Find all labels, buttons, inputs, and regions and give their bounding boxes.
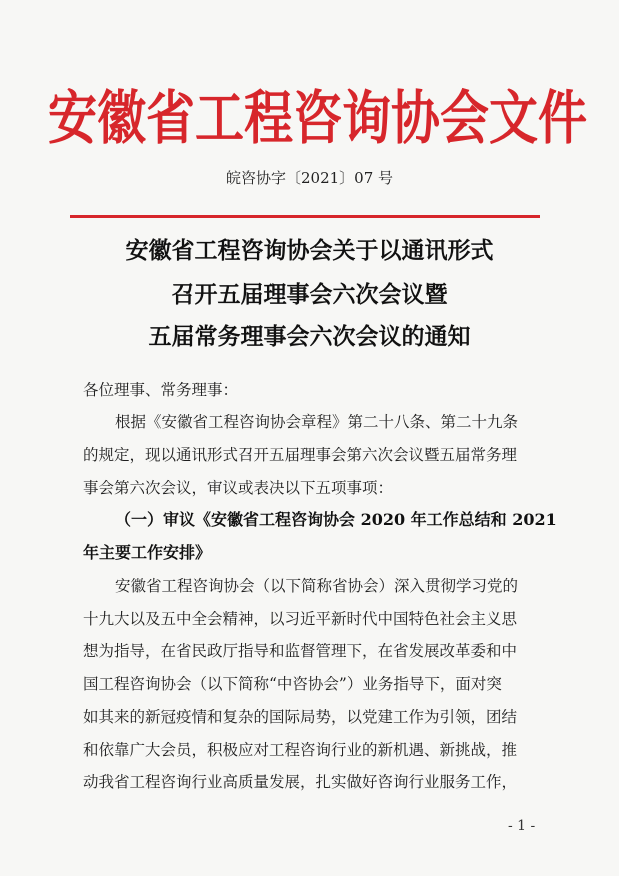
notice-title-line-1: 安徽省工程咨询协会关于以通讯形式 xyxy=(125,238,494,264)
paragraph-2-line-2: 十九大以及五中全会精神，以习近平新时代中国特色社会主义思 xyxy=(83,610,518,628)
paragraph-1-line-1: 根据《安徽省工程咨询协会章程》第二十八条、第二十九条 xyxy=(115,413,519,431)
notice-title-line-3: 五届常务理事会六次会议的通知 xyxy=(148,324,471,350)
page-number: - 1 - xyxy=(508,818,536,834)
item-1-heading-line-2: 年主要工作安排》 xyxy=(83,543,212,562)
paragraph-1-line-2: 的规定，现以通讯形式召开五届理事会第六次会议暨五届常务理 xyxy=(83,446,518,464)
paragraph-2-line-3: 想为指导，在省民政厅指导和监督管理下，在省发展改革委和中 xyxy=(83,642,518,660)
item-1-heading-line-1: （一）审议《安徽省工程咨询协会 2020 年工作总结和 2021 xyxy=(115,510,557,529)
paragraph-2-line-6: 和依靠广大会员，积极应对工程咨询行业的新机遇、新挑战，推 xyxy=(83,741,518,759)
paragraph-1-line-3: 事会第六次会议，审议或表决以下五项事项： xyxy=(83,479,394,497)
paragraph-2-line-4: 国工程咨询协会（以下简称“中咨协会”）业务指导下，面对突 xyxy=(83,675,502,693)
red-separator-line xyxy=(70,215,540,218)
salutation: 各位理事、常务理事： xyxy=(83,381,239,399)
notice-title-line-2: 召开五届理事会六次会议暨 xyxy=(171,282,448,308)
paragraph-2-line-5: 如其来的新冠疫情和复杂的国际局势，以党建工作为引领，团结 xyxy=(83,708,518,726)
paragraph-2-line-1: 安徽省工程咨询协会（以下简称省协会）深入贯彻学习党的 xyxy=(115,577,519,595)
document-number: 皖咨协字〔2021〕07 号 xyxy=(225,169,394,187)
masthead-title: 安徽省工程咨询协会文件 xyxy=(48,83,588,152)
paragraph-2-line-7: 动我省工程咨询行业高质量发展，扎实做好咨询行业服务工作， xyxy=(83,773,518,791)
